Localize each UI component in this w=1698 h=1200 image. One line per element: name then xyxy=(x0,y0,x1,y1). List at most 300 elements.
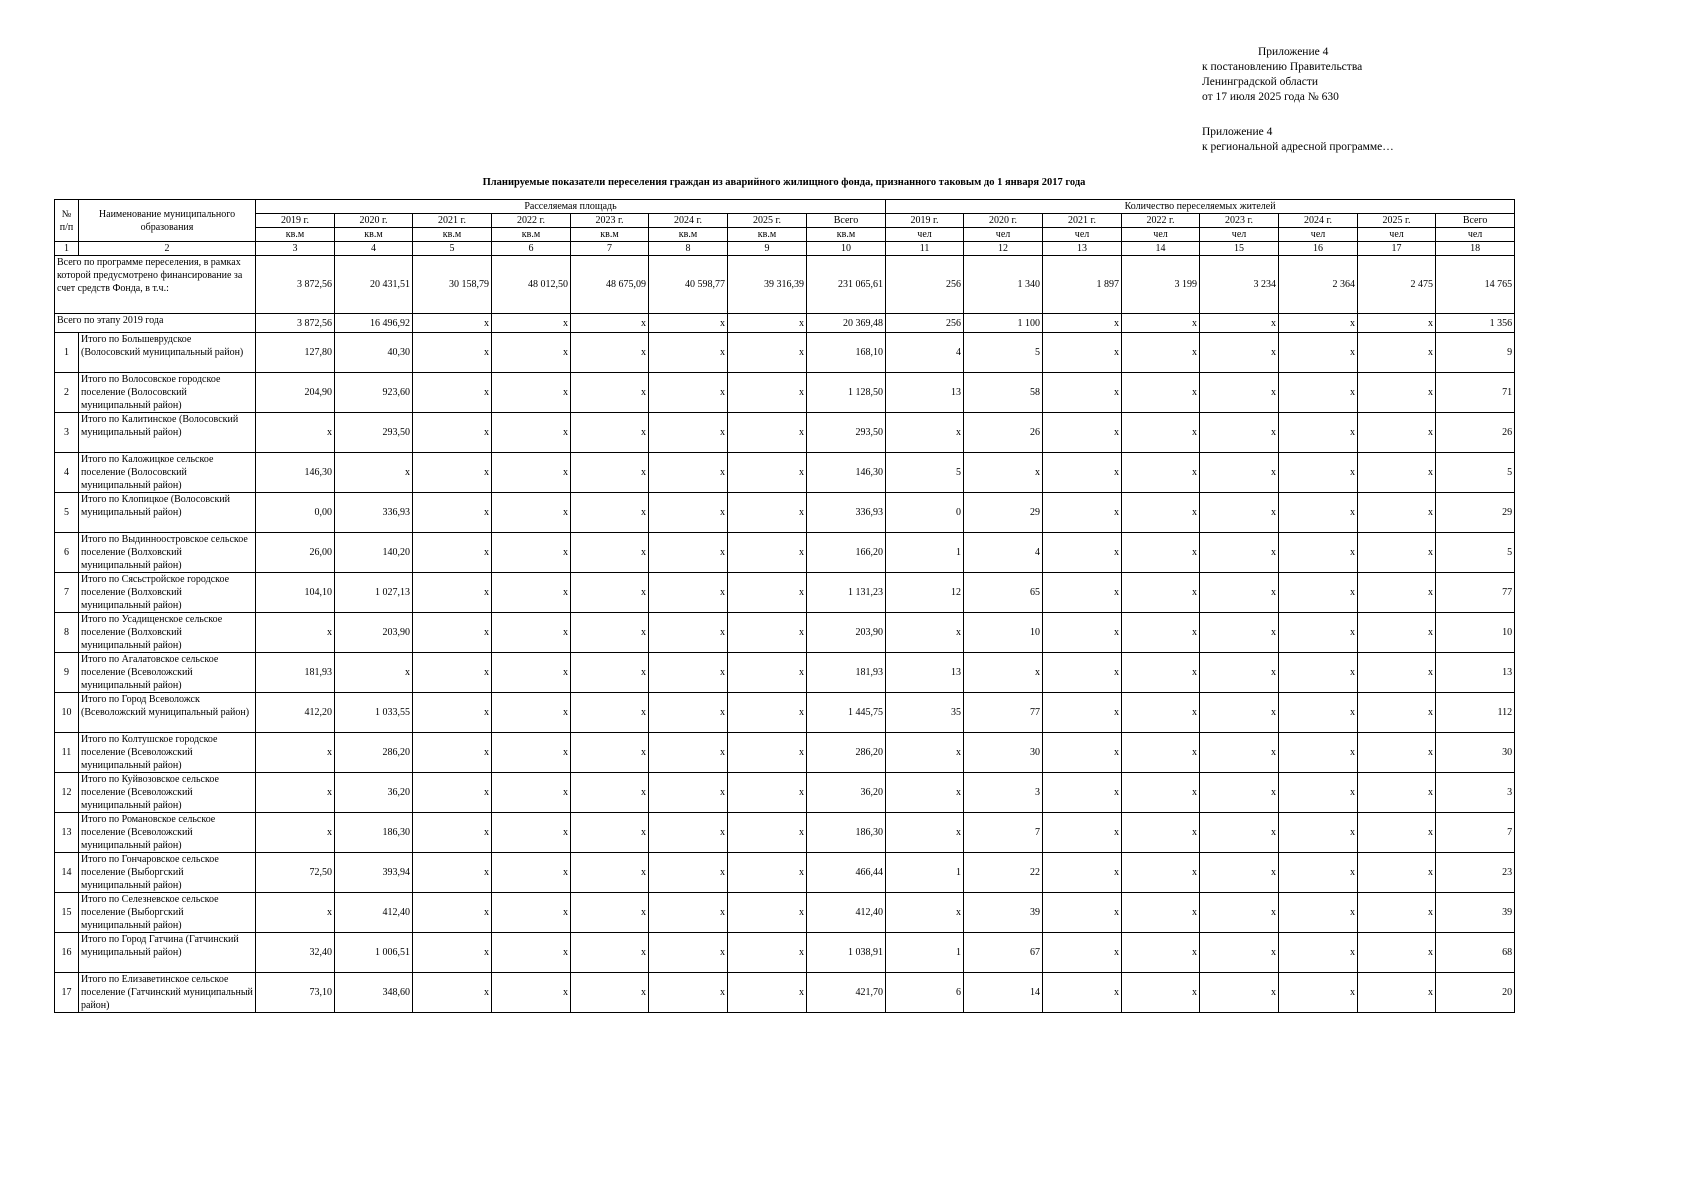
people-value: x xyxy=(1279,314,1358,333)
row-number: 15 xyxy=(55,893,79,933)
area-value: x xyxy=(492,973,571,1013)
column-number: 16 xyxy=(1279,242,1358,256)
area-value: x xyxy=(728,853,807,893)
people-value: x xyxy=(1358,853,1436,893)
people-value: 2 475 xyxy=(1358,256,1436,314)
area-value: 26,00 xyxy=(256,533,335,573)
area-value: x xyxy=(649,493,728,533)
year-header: 2024 г. xyxy=(649,214,728,228)
year-header: 2019 г. xyxy=(256,214,335,228)
column-number: 7 xyxy=(571,242,649,256)
row-name: Итого по Гончаровское сельское поселение (Выборгский муниципальный район) xyxy=(79,853,256,893)
row-number: 2 xyxy=(55,373,79,413)
people-value: 13 xyxy=(1436,653,1515,693)
people-value: x xyxy=(1358,314,1436,333)
people-value: 1 xyxy=(886,933,964,973)
column-number: 5 xyxy=(413,242,492,256)
table-row xyxy=(55,813,1515,853)
people-value: 30 xyxy=(1436,733,1515,773)
area-value: x xyxy=(335,653,413,693)
row-name: Итого по Калитинское (Волосовский муниципальный район) xyxy=(79,413,256,453)
area-value: x xyxy=(413,333,492,373)
unit-header: кв.м xyxy=(256,228,335,242)
people-value: x xyxy=(1200,693,1279,733)
people-value: x xyxy=(1043,453,1122,493)
column-number: 15 xyxy=(1200,242,1279,256)
table-row xyxy=(55,933,1515,973)
area-value: x xyxy=(649,933,728,973)
unit-header: чел xyxy=(1043,228,1122,242)
area-value: 1 128,50 xyxy=(807,373,886,413)
row-name: Всего по программе переселения, в рамках которой предусмотрено финансирование за счет средств Фонда, в т.ч.: xyxy=(55,256,256,314)
people-value: 1 xyxy=(886,533,964,573)
area-value: 73,10 xyxy=(256,973,335,1013)
people-value: x xyxy=(1122,533,1200,573)
people-value: x xyxy=(1279,613,1358,653)
column-number: 9 xyxy=(728,242,807,256)
year-header: 2025 г. xyxy=(1358,214,1436,228)
area-value: 286,20 xyxy=(807,733,886,773)
group-header-area: Расселяемая площадь xyxy=(256,200,886,214)
area-value: 0,00 xyxy=(256,493,335,533)
area-value: 72,50 xyxy=(256,853,335,893)
area-value: x xyxy=(413,693,492,733)
people-value: x xyxy=(1043,813,1122,853)
people-value: x xyxy=(1043,933,1122,973)
unit-header: чел xyxy=(964,228,1043,242)
people-value: 256 xyxy=(886,314,964,333)
people-value: x xyxy=(1122,613,1200,653)
people-value: 256 xyxy=(886,256,964,314)
row-name: Итого по Сясьстройское городское поселение (Волховский муниципальный район) xyxy=(79,573,256,613)
area-value: 104,10 xyxy=(256,573,335,613)
area-value: 40,30 xyxy=(335,333,413,373)
area-value: x xyxy=(571,613,649,653)
people-value: x xyxy=(1200,733,1279,773)
people-value: x xyxy=(1200,893,1279,933)
area-value: x xyxy=(649,813,728,853)
row-name: Итого по Елизаветинское сельское поселение (Гатчинский муниципальный район) xyxy=(79,973,256,1013)
area-value: 1 027,13 xyxy=(335,573,413,613)
area-value: x xyxy=(492,314,571,333)
row-number: 9 xyxy=(55,653,79,693)
header-line: к региональной адресной программе… xyxy=(1202,141,1394,153)
people-value: x xyxy=(1043,973,1122,1013)
area-value: x xyxy=(571,314,649,333)
people-value: x xyxy=(1122,453,1200,493)
year-header: 2023 г. xyxy=(1200,214,1279,228)
unit-header: кв.м xyxy=(335,228,413,242)
year-header: 2022 г. xyxy=(1122,214,1200,228)
area-value: x xyxy=(492,413,571,453)
area-value: 20 431,51 xyxy=(335,256,413,314)
area-value: x xyxy=(492,733,571,773)
unit-header: кв.м xyxy=(728,228,807,242)
people-value: x xyxy=(1043,373,1122,413)
area-value: x xyxy=(492,573,571,613)
people-value: x xyxy=(1043,893,1122,933)
area-value: x xyxy=(649,853,728,893)
area-value: 186,30 xyxy=(335,813,413,853)
table-row xyxy=(55,493,1515,533)
people-value: x xyxy=(1043,533,1122,573)
area-value: x xyxy=(492,853,571,893)
people-value: x xyxy=(1200,533,1279,573)
row-number: 17 xyxy=(55,973,79,1013)
area-value: 393,94 xyxy=(335,853,413,893)
header-line: Приложение 4 xyxy=(1258,46,1329,58)
people-value: 12 xyxy=(886,573,964,613)
people-value: x xyxy=(1279,333,1358,373)
people-value: x xyxy=(1043,733,1122,773)
people-value: x xyxy=(1358,413,1436,453)
people-value: 1 897 xyxy=(1043,256,1122,314)
people-value: x xyxy=(1043,653,1122,693)
people-value: 3 234 xyxy=(1200,256,1279,314)
row-name: Итого по Романовское сельское поселение (Всеволожский муниципальный район) xyxy=(79,813,256,853)
people-value: x xyxy=(1122,493,1200,533)
area-value: 1 006,51 xyxy=(335,933,413,973)
column-number: 14 xyxy=(1122,242,1200,256)
area-value: x xyxy=(571,893,649,933)
area-value: x xyxy=(256,773,335,813)
people-value: x xyxy=(1279,453,1358,493)
people-value: x xyxy=(1122,314,1200,333)
people-value: x xyxy=(1122,333,1200,373)
document-title: Планируемые показатели переселения граждан из аварийного жилищного фонда, признанного таковым до 1 января 2017 года xyxy=(482,177,1086,188)
area-value: x xyxy=(492,933,571,973)
area-value: x xyxy=(649,333,728,373)
people-value: 77 xyxy=(964,693,1043,733)
area-value: x xyxy=(413,493,492,533)
table-row xyxy=(55,893,1515,933)
area-value: x xyxy=(728,813,807,853)
area-value: x xyxy=(571,933,649,973)
area-value: 466,44 xyxy=(807,853,886,893)
row-number: 8 xyxy=(55,613,79,653)
group-header-people: Количество переселяемых жителей xyxy=(886,200,1515,214)
area-value: x xyxy=(571,373,649,413)
area-value: 48 012,50 xyxy=(492,256,571,314)
area-value: x xyxy=(571,333,649,373)
people-value: x xyxy=(1200,333,1279,373)
area-value: 186,30 xyxy=(807,813,886,853)
people-value: 3 xyxy=(1436,773,1515,813)
column-number: 8 xyxy=(649,242,728,256)
row-name: Итого по Куйвозовское сельское поселение (Всеволожский муниципальный район) xyxy=(79,773,256,813)
people-value: x xyxy=(1122,733,1200,773)
area-value: x xyxy=(413,373,492,413)
people-value: 23 xyxy=(1436,853,1515,893)
column-number: 18 xyxy=(1436,242,1515,256)
column-number: 13 xyxy=(1043,242,1122,256)
people-value: 77 xyxy=(1436,573,1515,613)
year-header: 2021 г. xyxy=(413,214,492,228)
area-value: 146,30 xyxy=(807,453,886,493)
year-header: 2022 г. xyxy=(492,214,571,228)
area-value: x xyxy=(649,653,728,693)
unit-header: кв.м xyxy=(649,228,728,242)
people-value: x xyxy=(1358,893,1436,933)
row-number: 1 xyxy=(55,333,79,373)
column-number: 4 xyxy=(335,242,413,256)
area-value: x xyxy=(728,653,807,693)
table-row xyxy=(55,853,1515,893)
table-row xyxy=(55,653,1515,693)
unit-header: кв.м xyxy=(571,228,649,242)
people-value: x xyxy=(886,813,964,853)
people-value: 2 364 xyxy=(1279,256,1358,314)
year-header: Всего xyxy=(807,214,886,228)
people-value: x xyxy=(1122,373,1200,413)
row-number: 4 xyxy=(55,453,79,493)
area-value: x xyxy=(571,973,649,1013)
area-value: x xyxy=(728,533,807,573)
people-value: 29 xyxy=(964,493,1043,533)
unit-header: кв.м xyxy=(807,228,886,242)
area-value: 203,90 xyxy=(335,613,413,653)
people-value: x xyxy=(1043,493,1122,533)
people-value: 7 xyxy=(964,813,1043,853)
people-value: x xyxy=(1279,653,1358,693)
table-row-total xyxy=(55,256,1515,314)
people-value: x xyxy=(1358,933,1436,973)
area-value: x xyxy=(571,813,649,853)
row-name: Итого по Усадищенское сельское поселение (Волховский муниципальный район) xyxy=(79,613,256,653)
people-value: 3 xyxy=(964,773,1043,813)
people-value: x xyxy=(1200,453,1279,493)
people-value: x xyxy=(1358,813,1436,853)
table-row xyxy=(55,693,1515,733)
header-line: от 17 июля 2025 года № 630 xyxy=(1202,91,1339,103)
people-value: x xyxy=(1043,413,1122,453)
area-value: x xyxy=(649,413,728,453)
people-value: x xyxy=(1200,613,1279,653)
people-value: x xyxy=(1358,373,1436,413)
area-value: x xyxy=(413,413,492,453)
area-value: x xyxy=(728,973,807,1013)
column-number: 3 xyxy=(256,242,335,256)
area-value: 146,30 xyxy=(256,453,335,493)
row-name: Итого по Город Гатчина (Гатчинский муниципальный район) xyxy=(79,933,256,973)
people-value: 30 xyxy=(964,733,1043,773)
column-number: 6 xyxy=(492,242,571,256)
column-number: 1 xyxy=(55,242,79,256)
people-value: x xyxy=(1043,613,1122,653)
people-value: x xyxy=(1358,493,1436,533)
area-value: 336,93 xyxy=(335,493,413,533)
area-value: x xyxy=(728,493,807,533)
people-value: 67 xyxy=(964,933,1043,973)
area-value: 1 038,91 xyxy=(807,933,886,973)
table-row xyxy=(55,453,1515,493)
area-value: x xyxy=(571,733,649,773)
people-value: x xyxy=(1358,453,1436,493)
people-value: x xyxy=(1279,933,1358,973)
area-value: 32,40 xyxy=(256,933,335,973)
people-value: x xyxy=(1043,573,1122,613)
area-value: 1 033,55 xyxy=(335,693,413,733)
people-value: x xyxy=(1122,693,1200,733)
unit-header: чел xyxy=(1200,228,1279,242)
area-value: x xyxy=(571,653,649,693)
area-value: x xyxy=(649,893,728,933)
row-name: Итого по Колтушское городское поселение (Всеволожский муниципальный район) xyxy=(79,733,256,773)
row-number: 12 xyxy=(55,773,79,813)
year-header: 2024 г. xyxy=(1279,214,1358,228)
row-name: Всего по этапу 2019 года xyxy=(55,314,256,333)
people-value: x xyxy=(1358,533,1436,573)
area-value: x xyxy=(492,493,571,533)
year-header: 2021 г. xyxy=(1043,214,1122,228)
people-value: 58 xyxy=(964,373,1043,413)
people-value: x xyxy=(1122,893,1200,933)
area-value: x xyxy=(571,693,649,733)
people-value: 5 xyxy=(886,453,964,493)
area-value: x xyxy=(413,533,492,573)
unit-header: кв.м xyxy=(413,228,492,242)
people-value: x xyxy=(1279,773,1358,813)
people-value: 3 199 xyxy=(1122,256,1200,314)
area-value: x xyxy=(492,893,571,933)
area-value: 231 065,61 xyxy=(807,256,886,314)
people-value: x xyxy=(1200,773,1279,813)
people-value: x xyxy=(1043,773,1122,813)
people-value: x xyxy=(1279,493,1358,533)
area-value: 923,60 xyxy=(335,373,413,413)
area-value: 181,93 xyxy=(807,653,886,693)
area-value: x xyxy=(413,653,492,693)
area-value: 293,50 xyxy=(807,413,886,453)
people-value: 14 765 xyxy=(1436,256,1515,314)
row-name: Итого по Большеврудское (Волосовский муниципальный район) xyxy=(79,333,256,373)
people-value: x xyxy=(1279,693,1358,733)
people-value: x xyxy=(1279,973,1358,1013)
area-value: 203,90 xyxy=(807,613,886,653)
people-value: 14 xyxy=(964,973,1043,1013)
people-value: x xyxy=(1279,373,1358,413)
column-number: 10 xyxy=(807,242,886,256)
people-value: x xyxy=(1043,314,1122,333)
area-value: x xyxy=(728,893,807,933)
area-value: 140,20 xyxy=(335,533,413,573)
header-line: к постановлению Правительства xyxy=(1202,61,1363,73)
area-value: x xyxy=(256,613,335,653)
area-value: x xyxy=(413,813,492,853)
area-value: 39 316,39 xyxy=(728,256,807,314)
area-value: x xyxy=(571,853,649,893)
area-value: x xyxy=(728,573,807,613)
people-value: 68 xyxy=(1436,933,1515,973)
resettlement-table xyxy=(54,199,1515,1013)
area-value: x xyxy=(413,733,492,773)
year-header: 2025 г. xyxy=(728,214,807,228)
area-value: x xyxy=(728,773,807,813)
people-value: 0 xyxy=(886,493,964,533)
col-header-name: Наименование муниципального образования xyxy=(79,200,256,242)
people-value: x xyxy=(1279,413,1358,453)
year-header: 2019 г. xyxy=(886,214,964,228)
area-value: x xyxy=(413,573,492,613)
people-value: x xyxy=(1200,813,1279,853)
people-value: x xyxy=(1200,413,1279,453)
unit-header: кв.м xyxy=(492,228,571,242)
area-value: x xyxy=(649,973,728,1013)
approval-header-decree xyxy=(1202,45,1362,105)
people-value: x xyxy=(1043,693,1122,733)
unit-header: чел xyxy=(1436,228,1515,242)
people-value: x xyxy=(1279,813,1358,853)
area-value: x xyxy=(728,693,807,733)
area-value: x xyxy=(649,693,728,733)
table-row xyxy=(55,533,1515,573)
people-value: 20 xyxy=(1436,973,1515,1013)
people-value: 26 xyxy=(1436,413,1515,453)
people-value: 9 xyxy=(1436,333,1515,373)
area-value: x xyxy=(649,533,728,573)
people-value: x xyxy=(1279,573,1358,613)
area-value: x xyxy=(728,453,807,493)
people-value: x xyxy=(1358,693,1436,733)
area-value: x xyxy=(492,813,571,853)
table-row xyxy=(55,413,1515,453)
people-value: x xyxy=(1200,973,1279,1013)
year-header: 2020 г. xyxy=(964,214,1043,228)
table-row xyxy=(55,773,1515,813)
people-value: 1 xyxy=(886,853,964,893)
people-value: 29 xyxy=(1436,493,1515,533)
area-value: x xyxy=(649,773,728,813)
people-value: 13 xyxy=(886,373,964,413)
area-value: x xyxy=(413,893,492,933)
area-value: x xyxy=(649,314,728,333)
row-name: Итого по Агалатовское сельское поселение (Всеволожский муниципальный район) xyxy=(79,653,256,693)
people-value: x xyxy=(886,613,964,653)
area-value: 168,10 xyxy=(807,333,886,373)
people-value: x xyxy=(1122,573,1200,613)
area-value: 36,20 xyxy=(335,773,413,813)
row-name: Итого по Выдинноостровское сельское поселение (Волховский муниципальный район) xyxy=(79,533,256,573)
table-row xyxy=(55,973,1515,1013)
people-value: x xyxy=(964,653,1043,693)
people-value: x xyxy=(1279,893,1358,933)
area-value: x xyxy=(492,453,571,493)
area-value: x xyxy=(649,373,728,413)
area-value: x xyxy=(649,573,728,613)
area-value: x xyxy=(571,413,649,453)
area-value: x xyxy=(571,533,649,573)
area-value: x xyxy=(728,333,807,373)
row-name: Итого по Селезневское сельское поселение (Выборгский муниципальный район) xyxy=(79,893,256,933)
people-value: 4 xyxy=(886,333,964,373)
row-number: 14 xyxy=(55,853,79,893)
area-value: x xyxy=(728,933,807,973)
people-value: 6 xyxy=(886,973,964,1013)
table-row xyxy=(55,573,1515,613)
row-number: 5 xyxy=(55,493,79,533)
people-value: x xyxy=(1358,613,1436,653)
area-value: x xyxy=(728,413,807,453)
table-row xyxy=(55,613,1515,653)
area-value: x xyxy=(492,333,571,373)
area-value: x xyxy=(649,613,728,653)
area-value: x xyxy=(256,893,335,933)
row-number: 10 xyxy=(55,693,79,733)
column-number: 2 xyxy=(79,242,256,256)
people-value: x xyxy=(1122,933,1200,973)
area-value: x xyxy=(492,373,571,413)
people-value: x xyxy=(886,733,964,773)
